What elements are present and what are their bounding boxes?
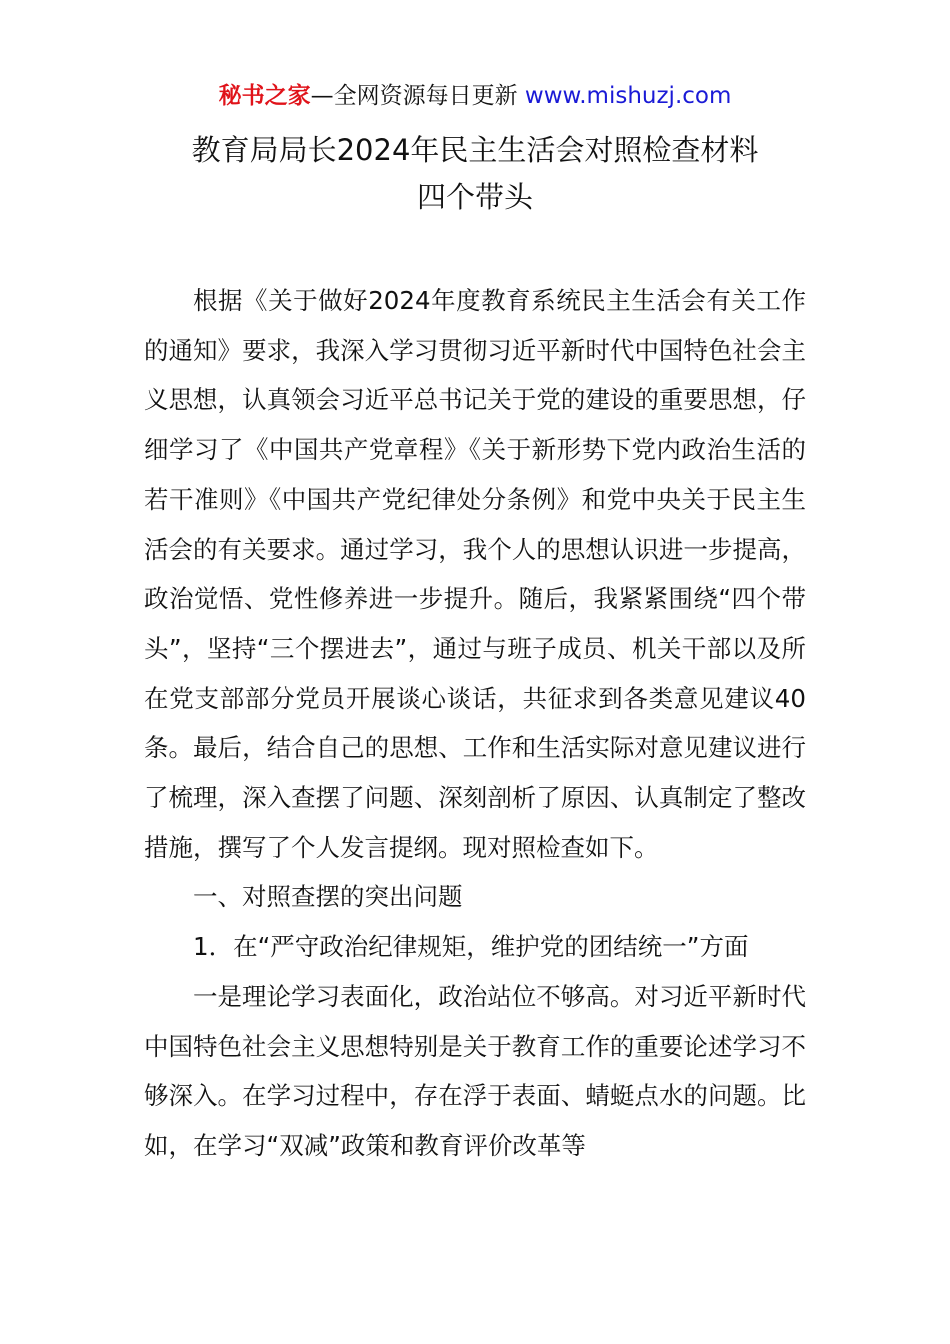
section-heading: 一、对照查摆的突出问题 bbox=[193, 882, 463, 912]
document-body bbox=[144, 276, 806, 1171]
intro-paragraph: 根据《关于做好2024年度教育系统民主生活会有关工作的通知》要求，我深入学习贯彻习近平新时代中国特色社会主义思想，认真领会习近平总书记关于党的建设的重要思想，仔细学习了《中国共产党章程》《关于新形势下党内政治生活的若干准则》《中国共产党纪律处分条例》和党中央关于民主生活会的有关要求。通过学习，我个人的思想认识进一步提高，政治觉悟、党性修养进一步提升。随后，我紧紧围绕“四个带头”，坚持“三个摆进去”，通过与班子成员、机关干部以及所在党支部部分党员开展谈心谈话，共征求到各类意见建议40条。最后，结合自己的思想、工作和生活实际对意见建议进行了梳理，深入查摆了问题、深刻剖析了原因、认真制定了整改措施，撰写了个人发言提纲。现对照检查如下。 bbox=[144, 286, 806, 862]
site-url-link[interactable]: www.mishuzj.com bbox=[524, 83, 732, 109]
body-paragraph: 一是理论学习表面化，政治站位不够高。对习近平新时代中国特色社会主义思想特别是关于教育工作的重要论述学习不够深入。在学习过程中，存在浮于表面、蜻蜓点水的问题。比如，在学习“双减”政策和教育评价改革等 bbox=[144, 981, 806, 1160]
subsection-heading: 1．在“严守政治纪律规矩，维护党的团结统一”方面 bbox=[193, 932, 749, 962]
document-subtitle: 四个带头 bbox=[416, 180, 533, 214]
site-tagline: —全网资源每日更新 bbox=[310, 83, 525, 109]
site-header bbox=[0, 80, 950, 112]
site-brand: 秘书之家 bbox=[218, 83, 311, 109]
document-title: 教育局局长2024年民主生活会对照检查材料 bbox=[191, 133, 759, 167]
